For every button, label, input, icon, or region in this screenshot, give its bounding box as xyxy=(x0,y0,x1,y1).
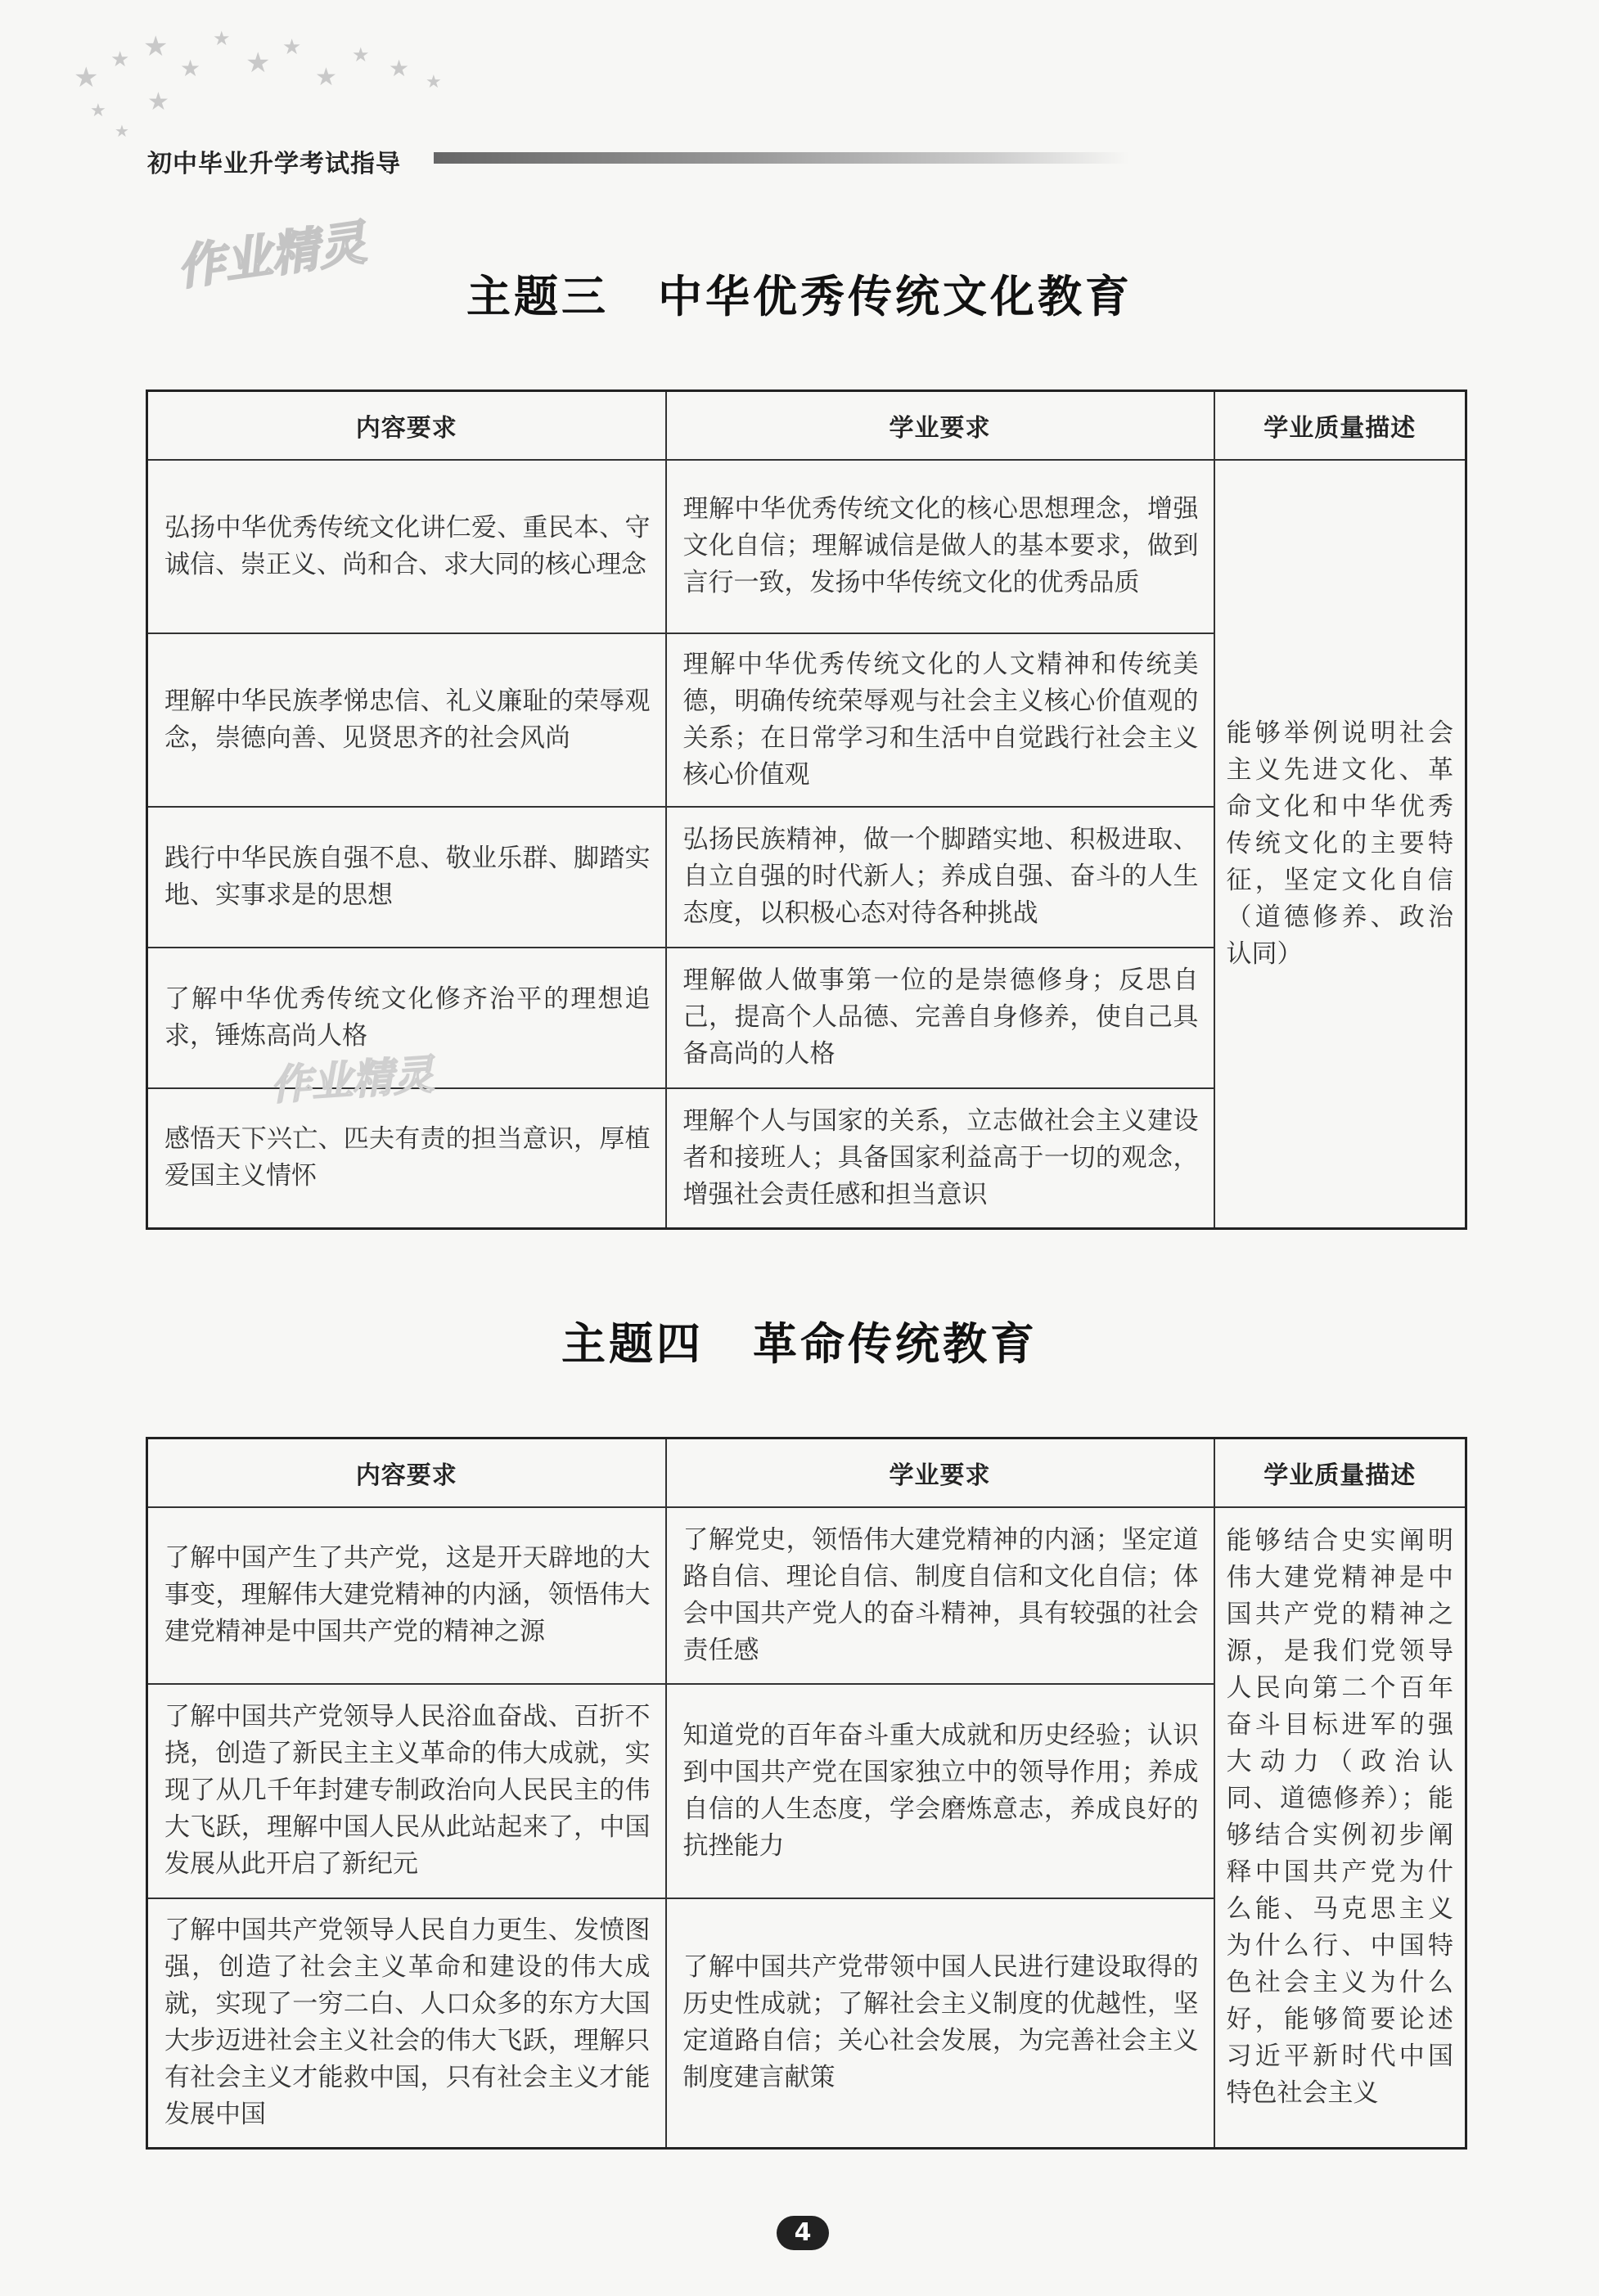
quality-cell: 能够结合史实阐明伟大建党精神是中国共产党的精神之源，是我们党领导人民向第二个百年奋斗目标进军的强大动力（政治认同、道德修养）；能够结合实例初步阐释中国共产党为什么能、马克思主义为什么行、中国特色社会主义为什么好，能够简要论述习近平新时代中国特色社会主义 xyxy=(1214,1507,1466,2149)
table-header-row xyxy=(147,391,1466,460)
content-cell: 了解中国产生了共产党，这是开天辟地的大事变，理解伟大建党精神的内涵，领悟伟大建党精神是中国共产党的精神之源 xyxy=(147,1507,666,1684)
content-cell: 弘扬中华优秀传统文化讲仁爱、重民本、守诚信、崇正义、尚和合、求大同的核心理念 xyxy=(147,460,666,633)
watermark-top: 作业精灵 xyxy=(173,214,370,296)
page-number: 4 xyxy=(777,2216,829,2250)
section-number: 主题三 xyxy=(466,271,609,322)
requirements-table-4 xyxy=(146,1437,1467,2150)
requirement-cell: 弘扬民族精神，做一个脚踏实地、积极进取、自立自强的时代新人；养成自强、奋斗的人生态度，以积极心态对待各种挑战 xyxy=(666,807,1214,948)
content-cell: 感悟天下兴亡、匹夫有责的担当意识，厚植爱国主义情怀 xyxy=(147,1088,666,1229)
requirement-cell: 理解做人做事第一位的是崇德修身；反思自己，提高个人品德、完善自身修养，使自己具备高尚的人格 xyxy=(666,948,1214,1088)
star-icon: ★ xyxy=(143,30,169,63)
section-title-4 xyxy=(0,1309,1599,1372)
requirement-cell: 理解个人与国家的关系，立志做社会主义建设者和接班人；具备国家利益高于一切的观念，增强社会责任感和担当意识 xyxy=(666,1088,1214,1229)
star-icon: ★ xyxy=(389,55,410,82)
column-header-quality: 学业质量描述 xyxy=(1214,391,1466,460)
content-cell: 践行中华民族自强不息、敬业乐群、脚踏实地、实事求是的思想 xyxy=(147,807,666,948)
requirement-cell: 理解中华优秀传统文化的核心思想理念，增强文化自信；理解诚信是做人的基本要求，做到言行一致，发扬中华传统文化的优秀品质 xyxy=(666,460,1214,633)
star-icon: ★ xyxy=(426,72,442,92)
star-icon: ★ xyxy=(352,43,370,66)
star-icon: ★ xyxy=(180,55,201,82)
watermark-middle: 作业精灵 xyxy=(268,1051,436,1110)
star-icon: ★ xyxy=(110,47,130,72)
running-header: 初中毕业升学考试指导 xyxy=(147,150,401,178)
content-cell: 了解中国共产党领导人民浴血奋战、百折不挠，创造了新民主主义革命的伟大成就，实现了从几千年封建专制政治向人民民主的伟大飞跃，理解中国人民从此站起来了，中国发展从此开启了新纪元 xyxy=(147,1684,666,1898)
section-subtitle: 革命传统教育 xyxy=(753,1318,1038,1370)
column-header-requirement: 学业要求 xyxy=(666,1438,1214,1507)
content-cell: 了解中国共产党领导人民自力更生、发愤图强，创造了社会主义革命和建设的伟大成就，实现了一穷二白、人口众多的东方大国大步迈进社会主义社会的伟大飞跃，理解只有社会主义才能救中国，只有社会主义才能发展中国 xyxy=(147,1898,666,2149)
requirement-cell: 理解中华优秀传统文化的人文精神和传统美德，明确传统荣辱观与社会主义核心价值观的关系；在日常学习和生活中自觉践行社会主义核心价值观 xyxy=(666,633,1214,807)
decorative-stars xyxy=(65,25,450,147)
table-header-row xyxy=(147,1438,1466,1507)
column-header-content: 内容要求 xyxy=(147,391,666,460)
star-icon: ★ xyxy=(74,61,99,94)
column-header-quality: 学业质量描述 xyxy=(1214,1438,1466,1507)
table-row xyxy=(147,460,1466,633)
column-header-content: 内容要求 xyxy=(147,1438,666,1507)
star-icon: ★ xyxy=(315,63,337,92)
column-header-requirement: 学业要求 xyxy=(666,391,1214,460)
star-icon: ★ xyxy=(282,35,302,60)
star-icon: ★ xyxy=(245,47,271,79)
section-title-3 xyxy=(0,262,1599,325)
requirement-cell: 了解党史，领悟伟大建党精神的内涵；坚定道路自信、理论自信、制度自信和文化自信；体会中国共产党人的奋斗精神，具有较强的社会责任感 xyxy=(666,1507,1214,1684)
header-rule xyxy=(434,152,1129,164)
content-cell: 理解中华民族孝悌忠信、礼义廉耻的荣辱观念，崇德向善、见贤思齐的社会风尚 xyxy=(147,633,666,807)
quality-cell: 能够举例说明社会主义先进文化、革命文化和中华优秀传统文化的主要特征，坚定文化自信（道德修养、政治认同） xyxy=(1214,460,1466,1229)
section-number: 主题四 xyxy=(561,1318,704,1370)
requirement-cell: 知道党的百年奋斗重大成就和历史经验；认识到中国共产党在国家独立中的领导作用；养成自信的人生态度，学会磨炼意志，养成良好的抗挫能力 xyxy=(666,1684,1214,1898)
section-subtitle: 中华优秀传统文化教育 xyxy=(658,271,1133,322)
star-icon: ★ xyxy=(213,27,231,50)
star-icon: ★ xyxy=(115,121,129,141)
requirement-cell: 了解中国共产党带领中国人民进行建设取得的历史性成就；了解社会主义制度的优越性，坚定道路自信；关心社会发展，为完善社会主义制度建言献策 xyxy=(666,1898,1214,2149)
content-cell: 了解中华优秀传统文化修齐治平的理想追求，锤炼高尚人格 xyxy=(147,948,666,1088)
star-icon: ★ xyxy=(147,88,169,116)
star-icon: ★ xyxy=(90,101,106,121)
table-row xyxy=(147,1507,1466,1684)
